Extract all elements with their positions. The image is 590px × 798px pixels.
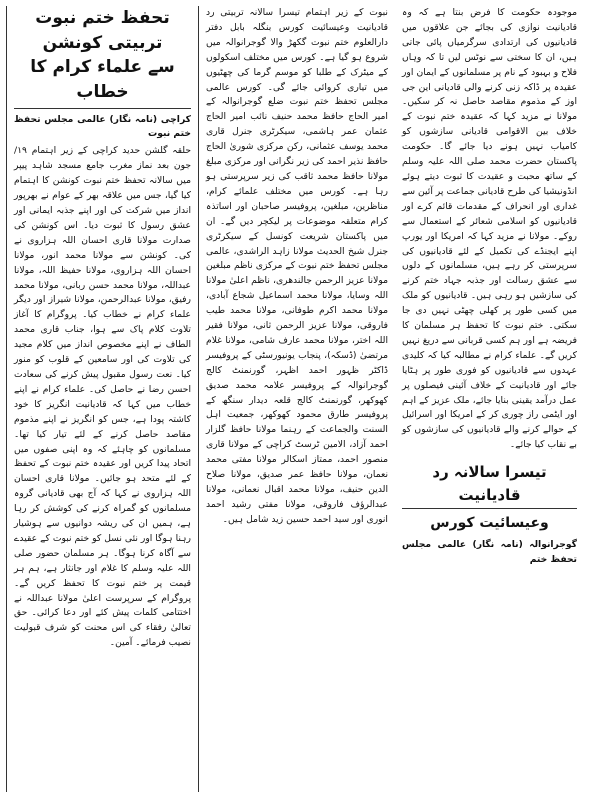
section-dateline: گوجرانوالہ (نامہ نگار) عالمی مجلس تحفظ ختم — [402, 539, 577, 566]
headline-line-1: تحفظ ختم نبوت تربیتی کونشن — [35, 8, 170, 53]
column-left — [6, 6, 198, 792]
section-subtitle: وعیسائیت کورس — [402, 508, 577, 534]
column-right — [395, 6, 584, 792]
column-left-body: حلقہ گلشن حدید کراچی کے زیر اہتمام ۱۹/ جون بعد نماز مغرب جامع مسجد شاہد پیپر میں سالانہ تحفظ ختم نبوت کونشن کا اہتمام کیا گیا، جس میں علاقہ بھر کے عوام نے بھرپور انداز میں شرکت کی اور اپنے جذبہ ایمانی اور عشق رسول کا ثبوت دیا۔ اس کونشن کی صدارت مولانا قاری احسان اللہ ہزاروی نے کی۔ کونشن سے مولانا محمد انور، مولانا احسان اللہ ہزاروی، مولانا حفیظ اللہ، مولانا عبداللہ، مولانا محمد حسن ربانی، مولانا محمد رفیق، مولانا عبدالرحمن، مولانا شیراز اور دیگر علماء کرام نے خطاب کیا۔ پروگرام کا آغاز تلاوت کلام پاک سے ہوا، جناب قاری محمد الطاف نے اپنے مخصوص انداز میں کلام مجید کی تلاوت کی اور سامعین کے قلوب کو منور کیا۔ نعت رسول مقبول پیش کرنے کی سعادت احسن رضا نے حاصل کی۔ علماء کرام نے اپنے خطاب میں کہا کہ قادیانیت انگریز کا خود کاشتہ پودا ہے، جس کو انگریز نے اپنے مذموم مقاصد حاصل کرنے کے لئے تیار کیا تھا۔ مسلمانوں کو چاہئے کہ وہ اپنی صفوں میں اتحاد پیدا کریں اور عقیدہ ختم نبوت کے تحفظ کے لئے متحد ہو جائیں۔ مولانا قاری احسان اللہ ہزاروی نے کہا کہ آج بھی قادیانی گروہ مسلمانوں کو گمراہ کرنے کی کوشش کر رہا ہے، ہمیں ان کی ریشہ دوانیوں سے ہوشیار رہنا ہوگا اور نئی نسل کو ختم نبوت کے عقیدے سے آگاہ کرنا ہوگا۔ ہر مسلمان حضور صلی اللہ علیہ وسلم کا غلام اور جانثار ہے، ہم ہر قیمت پر ختم نبوت کا تحفظ کریں گے۔ پروگرام کے سرپرست اعلیٰ مولانا عبداللہ نے اختتامی کلمات پیش کئے اور دعا کرائی۔ حق تعالیٰ رفقاء کی اس محنت کو شرف قبولیت نصیب فرمائے۔ آمین۔ — [14, 145, 191, 649]
article-dateline: کراچی (نامہ نگار) عالمی مجلس تحفظ ختم نبوت — [14, 113, 191, 140]
headline-line-2: سے علماء کرام کا خطاب — [30, 57, 175, 102]
column-middle-body: نبوت کے زیر اہتمام تیسرا سالانہ تربیتی رد قادیانیت وعیسائیت کورس بنگلہ بابل دفتر دارالعلوم ختم نبوت گکھڑ والا گوجرانوالہ میں شروع ہو گیا ہے۔ کورس میں مختلف اسکولوں کے میٹرک کے طلبا کو موسم گرما کی چھٹیوں میں تیاری کروائی جائے گی۔ کورس عالمی مجلس تحفظ ختم نبوت ضلع گوجرانوالہ کے امیر الحاج حافظ محمد حنیف نائب امیر الحاج عثمان عمر ہاشمی، سیکرٹری جنرل قاری محمد یوسف عثمانی، رکن مرکزی شوریٰ الحاج حافظ نذیر احمد کی زیر نگرانی اور مرکزی مبلغ مولانا حافظ محمد ثاقب کی زیر سرپرستی ہو رہا ہے۔ کورس میں مختلف علمائے کرام، مناظرین، مبلغین، پروفیسر صاحبان اور اساتذہ کرام متعلقہ موضوعات پر لیکچر دیں گے۔ ان میں پاکستان شریعت کونسل کے سیکرٹری جنرل شیخ الحدیث مولانا زاہد الراشدی، عالمی مجلس تحفظ ختم نبوت کے مرکزی ناظم مبلغین مولانا عزیز الرحمن جالندھری، ناظم اعلیٰ مولانا اللہ وسایا، مولانا محمد اسماعیل شجاع آبادی، مولانا محمد اکرم طوفانی، مولانا محمد طیب فاروقی، مولانا عزیز الرحمن ثانی، مولانا فقیر اللہ اختر، مولانا محمد عارف شامی، مولانا غلام مرتضیٰ (ڈسکہ)، پنجاب یونیورسٹی کے پروفیسر ڈاکٹر ظہور احمد اظہر، گورنمنٹ کالج گوجرانوالہ کے پروفیسر علامہ محمد صدیق کھوکھر، گورنمنٹ کالج قلعہ دیدار سنگھ کے پروفیسر طارق محمود کھوکھر، جمعیت اہل السنت والجماعت کے رہنما مولانا حافظ گلزار احمد آزاد، الامین ٹرسٹ کراچی کے مولانا قاری منصور احمد، ممتاز اسکالر مولانا مفتی محمد نعمان، مولانا حافظ عمر صدیق، مولانا صلاح الدین حنیف، مولانا محمد اقبال نعمانی، مولانا عبدالرؤف فاروقی، مولانا مفتی رشید احمد انوری اور سید احمد حسین زید شامل ہیں۔ — [206, 7, 388, 525]
column-right-body: موجودہ حکومت کا فرض بنتا ہے کہ وہ قادیانیت نوازی کی بجائے جن علاقوں میں قادیانیوں کی ارتدادی سرگرمیاں پائی جاتی ہیں، ان کا سختی سے نوٹس لیں تا کہ وہاں فلاح و بہبود کے نام پر مسلمانوں کے ایمان اور عقیدہ پر ڈاکہ زنی کرنے والی قادیانی این جی اوز کے مذموم مقاصد حاصل نہ کر سکیں۔ مولانا نے مزید کہا کہ عقیدہ ختم نبوت کے خلاف بین الاقوامی قادیانی سازشوں کو کامیاب نہیں ہونے دیا جائے گا۔ حکومت پاکستان حضرت محمد صلی اللہ علیہ وسلم کے ساتھ محبت و عقیدت کا ثبوت دیتے ہوئے انڈونیشیا کی طرح قادیانی جماعت پر آئین سے غداری اور انحراف کے مقدمات قائم کرے اور قادیانیوں کو اسلامی شعائر کے استعمال سے روکے۔ مولانا نے مزید کہا کہ امریکا اور یورپ اپنے ایجنڈے کی تکمیل کے لئے قادیانیوں کی سرپرستی کر رہے ہیں، مسلمانوں کے دلوں سے عشق رسالت اور جذبہ جہاد ختم کرنے کی سازشیں ہو رہی ہیں۔ قادیانیوں کو ملک میں کسی طور پر کھلی چھٹی نہیں دی جا سکتی۔ ختم نبوت کا تحفظ ہر مسلمان کا فریضہ ہے اور ہم کسی قربانی سے دریغ نہیں کریں گے۔ علماء کرام نے مطالبہ کیا کہ کلیدی عہدوں سے قادیانیوں کو فوری طور پر ہٹایا جائے اور قادیانیت کے خلاف آئینی فیصلوں پر عمل درآمد یقینی بنایا جائے، ملک عزیز کے اہم اور ایٹمی راز چوری کر کے امریکا اور اسرائیل کے حوالے کرنے والے قادیانیوں کی سازشوں کو بے نقاب کیا جائے۔ — [402, 7, 577, 451]
section-title: تیسرا سالانہ رد قادیانیت — [432, 463, 547, 504]
column-middle — [198, 6, 395, 792]
article-headline — [14, 6, 191, 109]
